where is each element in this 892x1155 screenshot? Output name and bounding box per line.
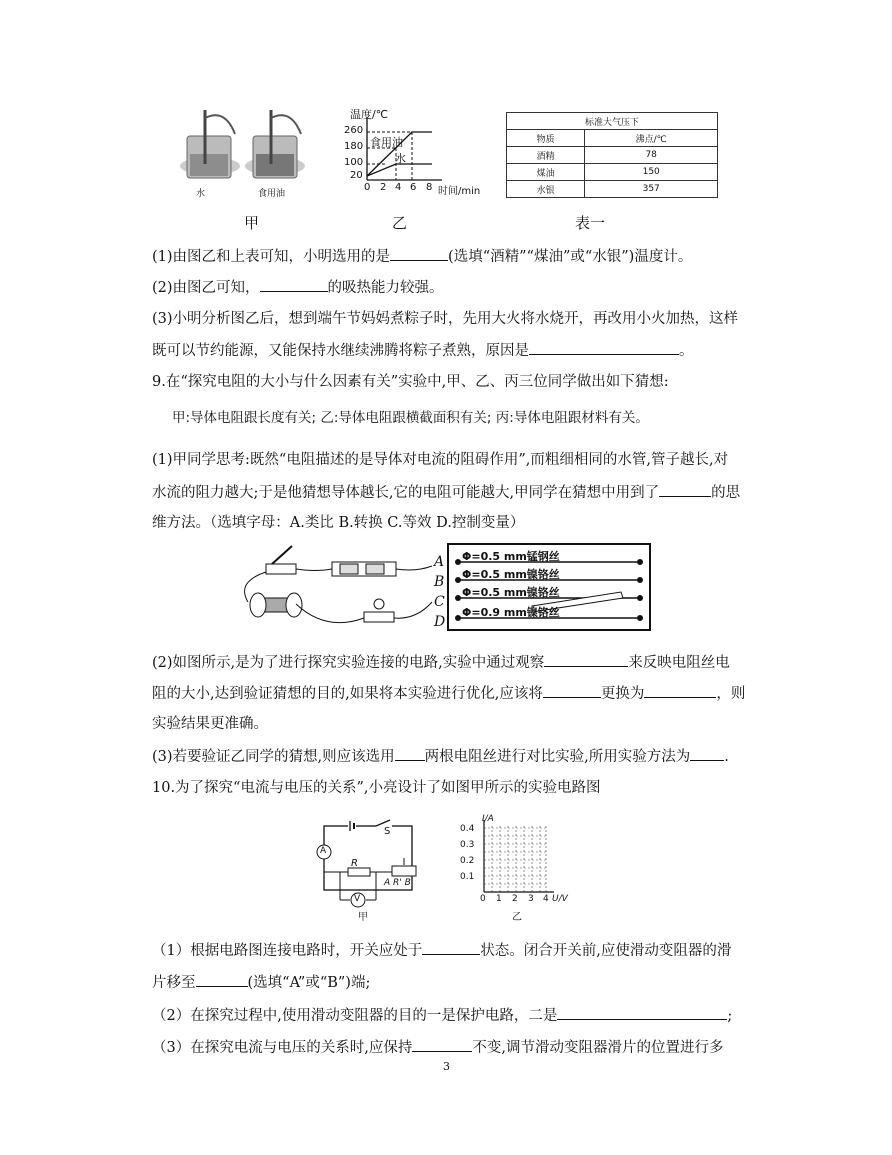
wire-label-d: Φ=0.9 mm镍铬丝 [462, 606, 560, 619]
iu-x-tick: 4 [543, 894, 549, 904]
iu-y-tick: 0.4 [460, 824, 475, 834]
table-header-substance: 物质 [507, 130, 585, 147]
q10-part3 [152, 1037, 723, 1058]
q9-p2-text-d: 更换为 [600, 686, 645, 702]
q10-p2-text-b: ; [727, 1008, 733, 1024]
q10-p1-text-a: （1）根据电路图连接电路时，开关应处于 [152, 943, 423, 959]
q9-p3-text-c: . [724, 749, 729, 765]
answer-blank [644, 683, 716, 698]
iu-y-axis-label: I/A [482, 814, 494, 824]
q8-p2-text-b: 的吸热能力较强。 [327, 280, 444, 296]
q9-p2-text-e: ，则 [716, 686, 746, 702]
q9-part3 [152, 746, 729, 767]
q9-p3-text-a: (3)若要验证乙同学的猜想,则应该选用 [152, 749, 395, 765]
q9-p1-text-a: 水流的阻力越大;于是他猜想导体越长,它的电阻可能越大,甲同学在猜想中用到了 [152, 485, 660, 501]
graph-y-tick-20: 20 [350, 170, 363, 181]
graph-y-tick-260: 260 [344, 125, 364, 136]
q9-stem: 9.在“探究电阻的大小与什么因素有关”实验中,甲、乙、丙三位同学做出如下猜想: [152, 374, 669, 390]
iu-x-tick: 1 [496, 894, 502, 904]
caption-yi: 乙 [392, 214, 408, 232]
caption-jia: 甲 [244, 214, 260, 232]
resistance-apparatus [236, 542, 656, 634]
iu-y-tick: 0.3 [460, 840, 475, 850]
q8-part1 [152, 246, 692, 267]
answer-blank [529, 340, 679, 355]
iu-graph [476, 818, 556, 902]
table-cell: 357 [585, 181, 718, 198]
q10-p1-text-c: 片移至 [152, 975, 196, 991]
graph-x-tick-4: 4 [395, 182, 402, 193]
q10-p1-text-b: 状态。闭合开关前,应使滑动变阻器的滑 [480, 943, 732, 959]
table-cell: 酒精 [507, 147, 585, 164]
q10-stem: 10.为了探究“电流与电压的关系”,小亮设计了如图甲所示的实验电路图 [152, 780, 601, 796]
q10-p2-text-a: （2）在探究过程中,使用滑动变阻器的目的一是保护电路，二是 [152, 1008, 558, 1024]
circuit-caption: 甲 [358, 912, 368, 923]
q9-part2-line3: 实验结果更准确。 [152, 716, 268, 732]
q8-p1-text-a: (1)由图乙和上表可知，小明选用的是 [152, 249, 391, 265]
iu-y-tick: 0.1 [460, 872, 475, 882]
iu-x-axis-label: U/V [552, 894, 568, 904]
wire-letter-d: D [434, 614, 446, 630]
answer-blank [659, 482, 711, 497]
q8-part2 [152, 277, 444, 298]
caption-table1: 表一 [575, 214, 606, 232]
q9-p1-text-b: 的思 [711, 485, 741, 501]
graph-x-tick-6: 6 [410, 182, 417, 193]
q10-p1-text-d: (选填“A”或“B”)端; [247, 975, 371, 991]
wire-label-a: Φ=0.5 mm锰钢丝 [462, 550, 560, 563]
q10-part1-line1 [152, 940, 731, 961]
q9-p3-text-b: 两根电阻丝进行对比实验,所用实验方法为 [424, 749, 691, 765]
graph-y-tick-180: 180 [344, 141, 364, 152]
q10-part2 [152, 1005, 732, 1026]
beaker-label-oil: 食用油 [258, 189, 286, 199]
graph-x-tick-2: 2 [380, 182, 387, 193]
answer-blank [412, 1037, 472, 1052]
table-cell: 煤油 [507, 164, 585, 181]
graph-y-axis-label: 温度/℃ [350, 108, 389, 121]
boiling-point-table [506, 112, 718, 198]
table-row [507, 164, 718, 181]
rheostat-label: A R' B [384, 878, 411, 888]
iu-x-tick: 3 [528, 894, 534, 904]
graph-y-tick-100: 100 [344, 157, 364, 168]
q9-p2-text-a: (2)如图所示,是为了进行探究实验连接的电路,实验中通过观察 [152, 655, 545, 671]
iu-caption: 乙 [512, 912, 522, 923]
iu-x-tick: 0 [480, 894, 486, 904]
q8-p3-text-b: 。 [679, 343, 694, 359]
wire-letter-b: B [434, 574, 445, 590]
q9-part1-line3: 维方法。（选填字母：A.类比 B.转换 C.等效 D.控制变量） [152, 515, 525, 531]
wire-label-b: Φ=0.5 mm镍铬丝 [462, 568, 560, 581]
q8-p2-text-a: (2)由图乙可知， [152, 280, 260, 296]
table-cell: 150 [585, 164, 718, 181]
q8-part3-line2 [152, 340, 694, 361]
switch-label: S [384, 826, 391, 837]
answer-blank [543, 683, 601, 698]
page-number: 3 [443, 1060, 450, 1073]
q10-part1-line2 [152, 972, 370, 993]
q10-p3-text-b: 不变,调节滑动变阻器滑片的位置进行多 [472, 1040, 724, 1056]
table-cell: 水银 [507, 181, 585, 198]
q8-p3-text-a: 既可以节约能源，又能保持水继续沸腾将粽子煮熟，原因是 [152, 343, 529, 359]
table-row [507, 147, 718, 164]
q9-part1-line1: (1)甲同学思考:既然“电阻描述的是导体对电流的阻碍作用”,而粗细相同的水管,管子越长,对 [152, 452, 729, 468]
q9-part2-line2 [152, 683, 745, 704]
q9-part1-line2 [152, 482, 740, 503]
table-row [507, 181, 718, 198]
q9-p2-text-c: 阻的大小,达到验证猜想的目的,如果将本实验进行优化,应该将 [152, 686, 543, 702]
wire-label-c: Φ=0.5 mm镍铬丝 [462, 586, 560, 599]
answer-blank [690, 746, 724, 761]
q8-part3-line1: (3)小明分析图乙后，想到端午节妈妈煮粽子时，先用大火将水烧开，再改用小火加热，这样 [152, 311, 739, 327]
answer-blank [260, 277, 328, 292]
series-label-water: 水 [395, 152, 406, 165]
ammeter-label: A [320, 846, 327, 856]
table-cell: 78 [585, 147, 718, 164]
circuit-diagram [310, 818, 420, 908]
answer-blank [557, 1005, 727, 1020]
answer-blank [390, 246, 448, 261]
q8-p1-text-b: (选填“酒精”“煤油”或“水银”)温度计。 [448, 249, 693, 265]
q9-part2-line1 [152, 652, 730, 673]
wire-letter-a: A [434, 554, 445, 570]
graph-x-tick-0: 0 [364, 182, 371, 193]
answer-blank [422, 940, 480, 955]
wire-letter-c: C [434, 594, 445, 610]
resistor-label: R [351, 858, 358, 869]
answer-blank [544, 652, 628, 667]
answer-blank [395, 746, 425, 761]
answer-blank [196, 972, 248, 987]
beaker-label-water: 水 [196, 189, 206, 199]
series-label-oil: 食用油 [370, 136, 403, 149]
iu-x-tick: 2 [512, 894, 518, 904]
q9-guesses: 甲:导体电阻跟长度有关; 乙:导体电阻跟横截面积有关; 丙:导体电阻跟材料有关。 [172, 410, 649, 426]
table-caption: 标准大气压下 [507, 113, 718, 130]
graph-x-tick-8: 8 [426, 182, 433, 193]
graph-x-axis-label: 时间/min [438, 186, 481, 197]
voltmeter-label: V [354, 894, 361, 904]
q9-p2-text-b: 来反映电阻丝电 [628, 655, 730, 671]
iu-y-tick: 0.2 [460, 856, 475, 866]
q10-p3-text-a: （3）在探究电流与电压的关系时,应保持 [152, 1040, 413, 1056]
table-header-boiling: 沸点/℃ [585, 130, 718, 147]
